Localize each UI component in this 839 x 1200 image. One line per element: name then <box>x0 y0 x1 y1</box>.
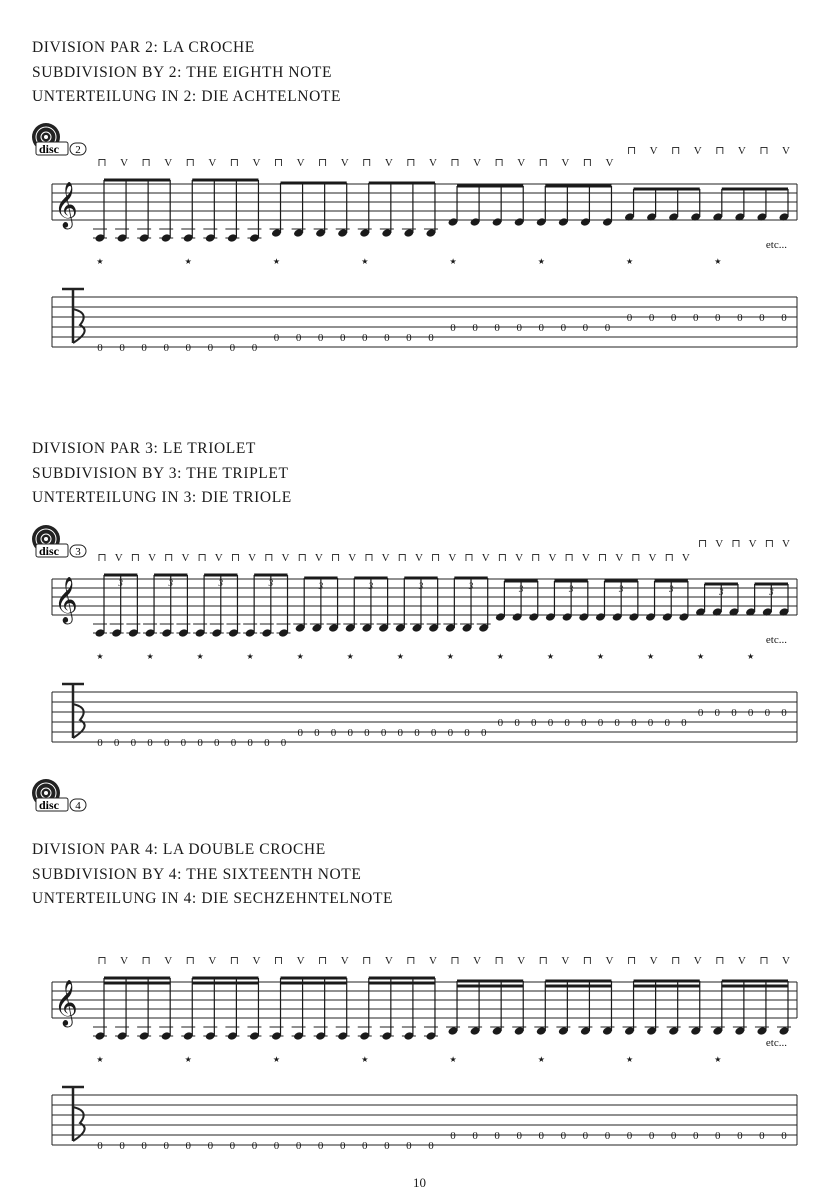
tab-fret-number: 0 <box>614 717 620 729</box>
upstroke-mark: V <box>693 145 702 157</box>
etc-label: etc... <box>765 634 787 646</box>
beat-star-icon: ★ <box>625 1055 634 1064</box>
downstroke-mark: ⊓ <box>164 552 174 564</box>
downstroke-mark: ⊓ <box>764 538 774 550</box>
tab-fret-number: 0 <box>604 322 611 334</box>
upstroke-mark: V <box>340 955 349 967</box>
upstroke-mark: V <box>605 157 614 169</box>
tab-fret-number: 0 <box>406 1140 412 1152</box>
disc-2-badge <box>30 120 100 160</box>
treble-clef-icon: 𝄞 <box>54 182 78 227</box>
tab-fret-number: 0 <box>251 1140 258 1152</box>
upstroke-mark: V <box>314 552 323 564</box>
tab-fret-number: 0 <box>214 737 220 749</box>
tab-fret-number: 0 <box>185 342 192 354</box>
downstroke-mark: ⊓ <box>731 538 741 550</box>
tab-fret-number: 0 <box>130 737 137 749</box>
upstroke-mark: V <box>517 955 526 967</box>
tab-fret-number: 0 <box>247 737 253 749</box>
triplet-mark: 3 <box>468 581 474 591</box>
tab-fret-number: 0 <box>317 332 324 344</box>
tab-fret-number: 0 <box>759 312 765 324</box>
tab-fret-number: 0 <box>207 342 214 354</box>
downstroke-mark: ⊓ <box>364 552 374 564</box>
upstroke-mark: V <box>248 552 257 564</box>
tab-fret-number: 0 <box>731 707 737 719</box>
downstroke-mark: ⊓ <box>626 145 637 157</box>
tab-fret-number: 0 <box>447 727 454 739</box>
tab-fret-number: 0 <box>314 727 320 739</box>
tab-fret-number: 0 <box>764 707 771 719</box>
tab-fret-number: 0 <box>450 322 456 334</box>
downstroke-mark: ⊓ <box>185 955 195 967</box>
section-3-score <box>0 955 839 1153</box>
upstroke-mark: V <box>164 157 173 169</box>
heading-line-french: DIVISION PAR 2: LA CROCHE <box>32 39 255 56</box>
upstroke-mark: V <box>148 552 157 564</box>
upstroke-mark: V <box>561 955 570 967</box>
tab-fret-number: 0 <box>119 342 125 354</box>
beat-star-icon: ★ <box>714 257 722 266</box>
tab-fret-number: 0 <box>631 717 637 729</box>
tab-fret-number: 0 <box>714 707 721 719</box>
downstroke-mark: ⊓ <box>664 552 674 564</box>
disc-number: 3 <box>75 546 81 558</box>
beat-star-icon: ★ <box>296 652 304 661</box>
heading-line-english: SUBDIVISION BY 2: THE EIGHTH NOTE <box>32 63 333 81</box>
triplet-mark: 3 <box>218 578 224 588</box>
upstroke-mark: V <box>581 552 590 564</box>
downstroke-mark: ⊓ <box>497 552 507 564</box>
disc-number: 4 <box>75 800 81 812</box>
triplet-mark: 3 <box>168 578 173 588</box>
downstroke-mark: ⊓ <box>531 552 541 564</box>
tab-fret-number: 0 <box>681 717 687 729</box>
upstroke-mark: V <box>473 157 482 169</box>
upstroke-mark: V <box>737 955 746 967</box>
downstroke-mark: ⊓ <box>362 157 372 169</box>
tab-fret-number: 0 <box>273 1140 280 1152</box>
downstroke-mark: ⊓ <box>538 955 548 967</box>
upstroke-mark: V <box>473 955 482 967</box>
upstroke-mark: V <box>481 552 490 564</box>
upstroke-mark: V <box>605 955 614 967</box>
tab-fret-number: 0 <box>759 1130 765 1142</box>
downstroke-mark: ⊓ <box>130 552 140 564</box>
tab-fret-number: 0 <box>339 1140 346 1152</box>
upstroke-mark: V <box>782 145 790 157</box>
tab-fret-number: 0 <box>147 737 153 749</box>
tab-clef-stroke <box>73 1107 85 1141</box>
tab-fret-number: 0 <box>494 322 500 334</box>
tab-fret-number: 0 <box>737 312 743 324</box>
tab-fret-number: 0 <box>626 1130 633 1142</box>
tab-fret-number: 0 <box>230 737 237 749</box>
upstroke-mark: V <box>693 955 702 967</box>
beat-star-icon: ★ <box>449 1055 457 1064</box>
tab-clef-stroke <box>73 704 85 738</box>
downstroke-mark: ⊓ <box>141 157 151 169</box>
beat-star-icon: ★ <box>272 1055 281 1064</box>
upstroke-mark: V <box>214 552 223 564</box>
etc-label: etc... <box>765 1037 787 1049</box>
tab-fret-number: 0 <box>538 322 545 334</box>
tab-fret-number: 0 <box>119 1140 125 1152</box>
tab-fret-number: 0 <box>715 1130 721 1142</box>
downstroke-mark: ⊓ <box>229 157 239 169</box>
heading-line-french: DIVISION PAR 3: LE TRIOLET <box>32 440 256 457</box>
beat-star-icon: ★ <box>96 1055 104 1064</box>
upstroke-mark: V <box>517 157 526 169</box>
tab-fret-number: 0 <box>384 332 390 344</box>
downstroke-mark: ⊓ <box>273 955 284 967</box>
tab-fret-number: 0 <box>697 707 704 719</box>
upstroke-mark: V <box>381 552 390 564</box>
heading-line-english: SUBDIVISION BY 4: THE SIXTEENTH NOTE <box>32 865 362 883</box>
tab-fret-number: 0 <box>737 1130 743 1142</box>
beat-star-icon: ★ <box>625 257 634 266</box>
downstroke-mark: ⊓ <box>494 955 504 967</box>
disc-label: disc <box>39 544 60 558</box>
downstroke-mark: ⊓ <box>197 552 207 564</box>
tab-fret-number: 0 <box>516 322 522 334</box>
upstroke-mark: V <box>281 552 290 564</box>
downstroke-mark: ⊓ <box>631 552 641 564</box>
tab-fret-number: 0 <box>428 332 434 344</box>
tab-fret-number: 0 <box>180 737 187 749</box>
downstroke-mark: ⊓ <box>97 552 107 564</box>
beat-star-icon: ★ <box>184 257 192 266</box>
tab-fret-number: 0 <box>197 737 203 749</box>
downstroke-mark: ⊓ <box>715 145 725 157</box>
upstroke-mark: V <box>561 157 570 169</box>
tab-fret-number: 0 <box>670 1130 677 1142</box>
upstroke-mark: V <box>164 955 173 967</box>
tab-fret-number: 0 <box>229 342 236 354</box>
beat-star-icon: ★ <box>96 652 104 661</box>
tab-fret-number: 0 <box>581 717 587 729</box>
upstroke-mark: V <box>548 552 557 564</box>
tab-fret-number: 0 <box>207 1140 214 1152</box>
triplet-mark: 3 <box>668 584 674 594</box>
beat-star-icon: ★ <box>596 652 605 661</box>
upstroke-mark: V <box>681 552 690 564</box>
triplet-mark: 3 <box>118 578 123 588</box>
tab-fret-number: 0 <box>406 332 412 344</box>
beat-star-icon: ★ <box>346 652 354 661</box>
downstroke-mark: ⊓ <box>230 552 241 564</box>
tab-fret-number: 0 <box>347 727 353 739</box>
downstroke-mark: ⊓ <box>626 955 637 967</box>
tab-fret-number: 0 <box>582 322 589 334</box>
tab-fret-number: 0 <box>582 1130 589 1142</box>
downstroke-mark: ⊓ <box>406 157 416 169</box>
section-3-heading <box>32 838 393 912</box>
downstroke-mark: ⊓ <box>264 552 274 564</box>
disc-label: disc <box>39 142 60 156</box>
tab-fret-number: 0 <box>330 727 337 739</box>
upstroke-mark: V <box>649 955 658 967</box>
upstroke-mark: V <box>208 157 217 169</box>
tab-fret-number: 0 <box>428 1140 434 1152</box>
disc-label: disc <box>39 798 60 812</box>
tab-fret-number: 0 <box>464 727 470 739</box>
tab-fret-number: 0 <box>497 717 504 729</box>
tab-fret-number: 0 <box>163 342 169 354</box>
tab-fret-number: 0 <box>397 727 404 739</box>
tab-fret-number: 0 <box>747 707 754 719</box>
triplet-mark: 3 <box>418 581 424 591</box>
triplet-mark: 3 <box>518 584 524 594</box>
tab-fret-number: 0 <box>97 342 103 354</box>
tab-fret-number: 0 <box>264 737 270 749</box>
tab-fret-number: 0 <box>781 1130 787 1142</box>
downstroke-mark: ⊓ <box>494 157 504 169</box>
etc-label: etc... <box>765 239 787 251</box>
downstroke-mark: ⊓ <box>362 955 372 967</box>
tab-fret-number: 0 <box>516 1130 522 1142</box>
tab-fret-number: 0 <box>647 717 654 729</box>
tab-fret-number: 0 <box>362 1140 368 1152</box>
treble-clef-icon: 𝄞 <box>54 577 78 622</box>
upstroke-mark: V <box>120 955 129 967</box>
downstroke-mark: ⊓ <box>450 157 460 169</box>
upstroke-mark: V <box>748 538 757 550</box>
upstroke-mark: V <box>296 157 305 169</box>
tab-fret-number: 0 <box>670 312 677 324</box>
tab-fret-number: 0 <box>362 332 368 344</box>
tab-fret-number: 0 <box>163 737 170 749</box>
upstroke-mark: V <box>414 552 423 564</box>
upstroke-mark: V <box>715 538 724 550</box>
tab-fret-number: 0 <box>384 1140 390 1152</box>
tab-fret-number: 0 <box>560 322 567 334</box>
tab-fret-number: 0 <box>664 717 670 729</box>
upstroke-mark: V <box>737 145 746 157</box>
tab-fret-number: 0 <box>648 1130 655 1142</box>
tab-fret-number: 0 <box>414 727 420 739</box>
upstroke-mark: V <box>181 552 190 564</box>
tab-fret-number: 0 <box>273 332 280 344</box>
beat-star-icon: ★ <box>537 1055 545 1064</box>
tab-fret-number: 0 <box>531 717 537 729</box>
upstroke-mark: V <box>782 538 790 550</box>
downstroke-mark: ⊓ <box>671 955 681 967</box>
tab-fret-number: 0 <box>626 312 633 324</box>
tab-fret-number: 0 <box>450 1130 456 1142</box>
triplet-mark: 3 <box>769 587 774 597</box>
tab-fret-number: 0 <box>538 1130 545 1142</box>
downstroke-mark: ⊓ <box>697 538 708 550</box>
beat-star-icon: ★ <box>546 652 555 661</box>
downstroke-mark: ⊓ <box>141 955 151 967</box>
beat-star-icon: ★ <box>714 1055 722 1064</box>
upstroke-mark: V <box>448 552 457 564</box>
tab-fret-number: 0 <box>280 737 287 749</box>
downstroke-mark: ⊓ <box>229 955 239 967</box>
beat-star-icon: ★ <box>696 652 705 661</box>
downstroke-mark: ⊓ <box>273 157 284 169</box>
downstroke-mark: ⊓ <box>715 955 725 967</box>
tab-fret-number: 0 <box>97 1140 103 1152</box>
downstroke-mark: ⊓ <box>318 955 328 967</box>
beat-star-icon: ★ <box>396 652 404 661</box>
tab-fret-number: 0 <box>163 1140 169 1152</box>
tab-fret-number: 0 <box>781 312 787 324</box>
downstroke-mark: ⊓ <box>450 955 460 967</box>
upstroke-mark: V <box>515 552 524 564</box>
beat-star-icon: ★ <box>184 1055 192 1064</box>
upstroke-mark: V <box>648 552 657 564</box>
upstroke-mark: V <box>296 955 305 967</box>
tab-fret-number: 0 <box>113 737 120 749</box>
tab-fret-number: 0 <box>692 312 699 324</box>
beat-star-icon: ★ <box>646 652 655 661</box>
beat-star-icon: ★ <box>449 257 457 266</box>
tab-fret-number: 0 <box>141 342 147 354</box>
tab-fret-number: 0 <box>597 717 604 729</box>
triplet-mark: 3 <box>368 581 374 591</box>
downstroke-mark: ⊓ <box>297 552 307 564</box>
treble-clef-icon: 𝄞 <box>54 980 78 1025</box>
downstroke-mark: ⊓ <box>564 552 574 564</box>
upstroke-mark: V <box>428 157 437 169</box>
disc-number: 2 <box>75 144 81 156</box>
downstroke-mark: ⊓ <box>406 955 416 967</box>
triplet-mark: 3 <box>618 584 624 594</box>
tab-fret-number: 0 <box>295 332 302 344</box>
downstroke-mark: ⊓ <box>671 145 681 157</box>
beat-star-icon: ★ <box>246 652 254 661</box>
tab-fret-number: 0 <box>692 1130 699 1142</box>
tab-fret-number: 0 <box>781 707 787 719</box>
tab-fret-number: 0 <box>472 322 478 334</box>
section-1-heading <box>32 36 341 110</box>
tab-fret-number: 0 <box>564 717 570 729</box>
heading-line-german: UNTERTEILUNG IN 2: DIE ACHTELNOTE <box>32 88 342 105</box>
beat-star-icon: ★ <box>146 652 154 661</box>
heading-line-german: UNTERTEILUNG IN 4: DIE SECHZEHNTELNOTE <box>32 890 394 907</box>
heading-line-german: UNTERTEILUNG IN 3: DIE TRIOLE <box>32 489 292 506</box>
tab-clef-stroke <box>73 309 85 343</box>
tab-fret-number: 0 <box>430 727 437 739</box>
upstroke-mark: V <box>252 955 261 967</box>
upstroke-mark: V <box>649 145 658 157</box>
upstroke-mark: V <box>615 552 624 564</box>
heading-line-english: SUBDIVISION BY 3: THE TRIPLET <box>32 464 289 482</box>
upstroke-mark: V <box>782 955 790 967</box>
page-number: 10 <box>413 1175 426 1190</box>
downstroke-mark: ⊓ <box>397 552 407 564</box>
upstroke-mark: V <box>340 157 349 169</box>
downstroke-mark: ⊓ <box>464 552 474 564</box>
downstroke-mark: ⊓ <box>582 955 593 967</box>
tab-fret-number: 0 <box>480 727 487 739</box>
beat-star-icon: ★ <box>747 652 755 661</box>
tab-fret-number: 0 <box>141 1140 147 1152</box>
tab-fret-number: 0 <box>317 1140 324 1152</box>
upstroke-mark: V <box>348 552 357 564</box>
tab-fret-number: 0 <box>295 1140 302 1152</box>
downstroke-mark: ⊓ <box>597 552 608 564</box>
upstroke-mark: V <box>208 955 217 967</box>
disc-4-badge <box>30 776 100 816</box>
upstroke-mark: V <box>114 552 123 564</box>
tab-fret-number: 0 <box>229 1140 236 1152</box>
downstroke-mark: ⊓ <box>759 955 769 967</box>
tab-fret-number: 0 <box>715 312 721 324</box>
upstroke-mark: V <box>120 157 129 169</box>
downstroke-mark: ⊓ <box>97 157 107 169</box>
downstroke-mark: ⊓ <box>330 552 341 564</box>
beat-star-icon: ★ <box>196 652 204 661</box>
beat-star-icon: ★ <box>361 1055 369 1064</box>
tab-fret-number: 0 <box>472 1130 478 1142</box>
beat-star-icon: ★ <box>537 257 545 266</box>
upstroke-mark: V <box>428 955 437 967</box>
beat-star-icon: ★ <box>272 257 281 266</box>
beat-star-icon: ★ <box>496 652 504 661</box>
downstroke-mark: ⊓ <box>582 157 593 169</box>
triplet-mark: 3 <box>568 584 574 594</box>
heading-line-french: DIVISION PAR 4: LA DOUBLE CROCHE <box>32 841 326 858</box>
downstroke-mark: ⊓ <box>431 552 441 564</box>
tab-fret-number: 0 <box>494 1130 500 1142</box>
downstroke-mark: ⊓ <box>97 955 107 967</box>
tab-fret-number: 0 <box>648 312 655 324</box>
tab-fret-number: 0 <box>251 342 258 354</box>
triplet-mark: 3 <box>318 581 324 591</box>
downstroke-mark: ⊓ <box>538 157 548 169</box>
upstroke-mark: V <box>384 157 393 169</box>
downstroke-mark: ⊓ <box>185 157 195 169</box>
beat-star-icon: ★ <box>446 652 454 661</box>
tab-fret-number: 0 <box>364 727 370 739</box>
section-2-heading <box>32 437 292 511</box>
triplet-mark: 3 <box>719 587 724 597</box>
tab-fret-number: 0 <box>514 717 520 729</box>
tab-fret-number: 0 <box>297 727 303 739</box>
tab-fret-number: 0 <box>185 1140 192 1152</box>
beat-star-icon: ★ <box>96 257 104 266</box>
tab-fret-number: 0 <box>560 1130 567 1142</box>
tab-fret-number: 0 <box>339 332 346 344</box>
downstroke-mark: ⊓ <box>759 145 769 157</box>
tab-fret-number: 0 <box>547 717 554 729</box>
tab-fret-number: 0 <box>97 737 103 749</box>
tab-fret-number: 0 <box>380 727 387 739</box>
beat-star-icon: ★ <box>361 257 369 266</box>
upstroke-mark: V <box>252 157 261 169</box>
tab-fret-number: 0 <box>604 1130 611 1142</box>
upstroke-mark: V <box>384 955 393 967</box>
downstroke-mark: ⊓ <box>318 157 328 169</box>
triplet-mark: 3 <box>268 578 274 588</box>
